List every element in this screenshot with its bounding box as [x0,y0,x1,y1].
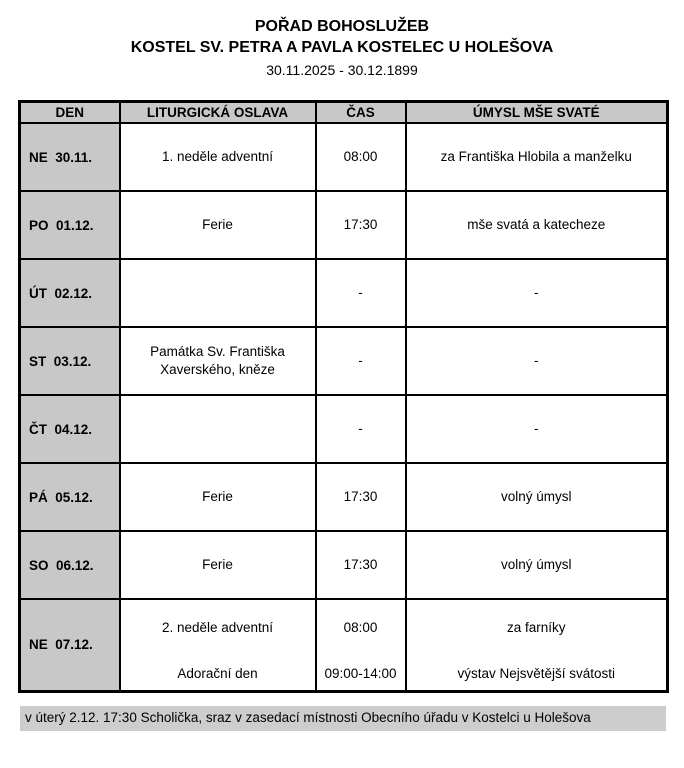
celebration-cell: Ferie [120,191,316,259]
celebration-cell: Památka Sv. Františka Xaverského, kněze [120,327,316,395]
column-header-day: DEN [20,102,120,124]
time-line-1: 08:00 [343,619,378,635]
time-cell: 08:00 [316,123,406,191]
column-header-time: ČAS [316,102,406,124]
intention-cell: mše svatá a katecheze [406,191,668,259]
table-row [20,463,668,531]
time-line-2: 09:00-14:00 [324,665,397,681]
intention-cell: - [406,395,668,463]
intention-cell [406,599,668,691]
table-row [20,259,668,327]
page-title: POŘAD BOHOSLUŽEB [254,18,430,35]
time-cell: 17:30 [316,463,406,531]
intention-cell: - [406,327,668,395]
date-range: 30.11.2025 - 30.12.1899 [266,62,418,78]
table-row [20,191,668,259]
time-cell [316,599,406,691]
intention-cell: za Františka Hlobila a manželku [406,123,668,191]
intention-line-1: za farníky [506,619,566,635]
celebration-cell: 1. neděle adventní [120,123,316,191]
footer-note: v úterý 2.12. 17:30 Scholička, sraz v zasedací místnosti Obecního úřadu v Kostelci u Holešova [20,706,666,731]
table-row [20,327,668,395]
day-cell: NE 07.12. [20,599,120,691]
time-cell: - [316,395,406,463]
schedule-table [18,100,669,693]
table-header-row [20,102,668,124]
time-cell: - [316,327,406,395]
celebration-cell: Ferie [120,463,316,531]
day-cell: PÁ 05.12. [20,463,120,531]
celebration-cell: Ferie [120,531,316,599]
celebration-cell [120,395,316,463]
page-subtitle: KOSTEL SV. PETRA A PAVLA KOSTELEC U HOLEŠOVA [130,39,554,56]
intention-line-2: výstav Nejsvětější svátosti [457,665,616,681]
day-cell: NE 30.11. [20,123,120,191]
day-cell: ÚT 02.12. [20,259,120,327]
day-cell: PO 01.12. [20,191,120,259]
day-cell: SO 06.12. [20,531,120,599]
time-cell: 17:30 [316,191,406,259]
column-header-intention: ÚMYSL MŠE SVATÉ [406,102,668,124]
intention-cell: volný úmysl [406,531,668,599]
day-cell: ST 03.12. [20,327,120,395]
table-row [20,599,668,691]
time-cell: 17:30 [316,531,406,599]
day-cell: ČT 04.12. [20,395,120,463]
celebration-line-1: 2. neděle adventní [161,619,274,635]
celebration-cell [120,259,316,327]
celebration-line-2: Adorační den [177,665,258,681]
column-header-celebration: LITURGICKÁ OSLAVA [120,102,316,124]
table-row [20,123,668,191]
table-row [20,395,668,463]
intention-cell: volný úmysl [406,463,668,531]
table-row [20,531,668,599]
time-cell: - [316,259,406,327]
celebration-cell [120,599,316,691]
document-header [0,0,684,80]
intention-cell: - [406,259,668,327]
